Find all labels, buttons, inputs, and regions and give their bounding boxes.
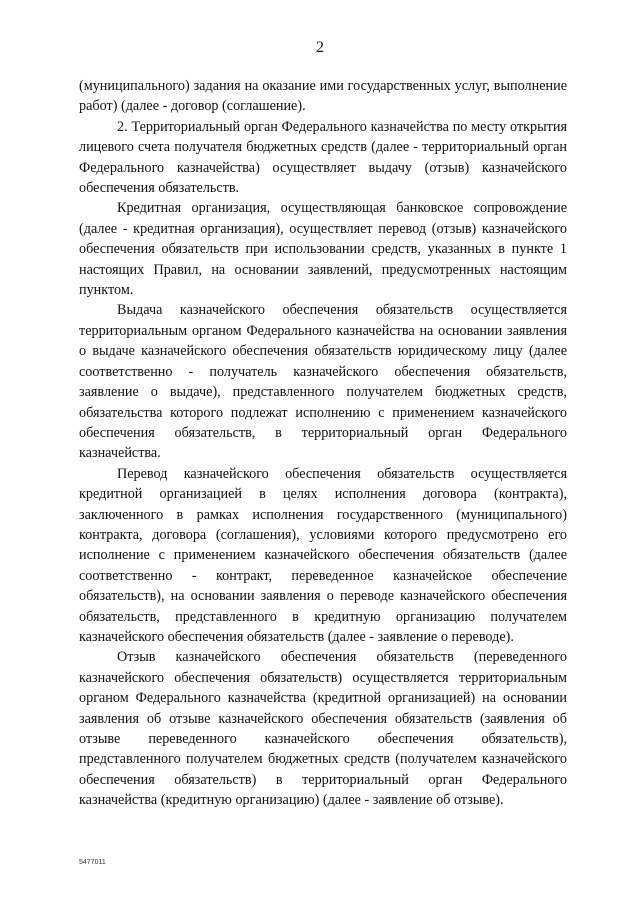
paragraph-transfer: Перевод казначейского обеспечения обязательств осуществляется кредитной организацией в целях исполнения договора (контракта), заключенного в рамках исполнения государственного (муниципального) контракта, договора (соглашения), условиями которого предусмотрено его исполнение с применением казначейского обеспечения обязательств (далее соответственно - контракт, переведенное казначейское обеспечение обязательств), на основании заявления о переводе казначейского обеспечения обязательств, представленного в кредитную организацию получателем казначейского обеспечения обязательств (далее - заявление о переводе). [79,465,567,645]
paragraph-issuance: Выдача казначейского обеспечения обязательств осуществляется территориальным органом Федерального казначейства на основании заявления о выдаче казначейского обеспечения обязательств юридическому лицу (далее соответственно - получатель казначейского обеспечения обязательств, заявление о выдаче), представленного получателем бюджетных средств, обязательства которого подлежат исполнению с применением казначейского обеспечения обязательств, в территориальный орган Федерального казначейства. [79,302,567,462]
document-id: 5477011 [79,859,106,866]
page-number: 2 [316,39,324,56]
body-text [79,76,567,811]
paragraph-revocation: Отзыв казначейского обеспечения обязательств (переведенного казначейского обеспечения обязательств) осуществляется территориальным органом Федерального казначейства (кредитной организацией) на основании заявления об отзыве казначейского обеспечения обязательств (заявления об отзыве переведенного казначейского обеспечения обязательств), представленного получателем бюджетных средств (получателем казначейского обеспечения обязательств) в территориальный орган Федерального казначейства (кредитную организацию) (далее - заявление об отзыве). [79,649,567,809]
paragraph-credit-organization: Кредитная организация, осуществляющая банковское сопровождение (далее - кредитная организация), осуществляет перевод (отзыв) казначейского обеспечения обязательств при использовании средств, указанных в пункте 1 настоящих Правил, на основании заявлений, предусмотренных настоящим пунктом. [79,200,567,299]
paragraph-item-2: 2. Территориальный орган Федерального казначейства по месту открытия лицевого счета получателя бюджетных средств (далее - территориальный орган Федерального казначейства) осуществляет выдачу (отзыв) казначейского обеспечения обязательств. [79,118,567,197]
paragraph-continuation: (муниципального) задания на оказание ими государственных услуг, выполнение работ) (далее - договор (соглашение). [79,78,567,115]
